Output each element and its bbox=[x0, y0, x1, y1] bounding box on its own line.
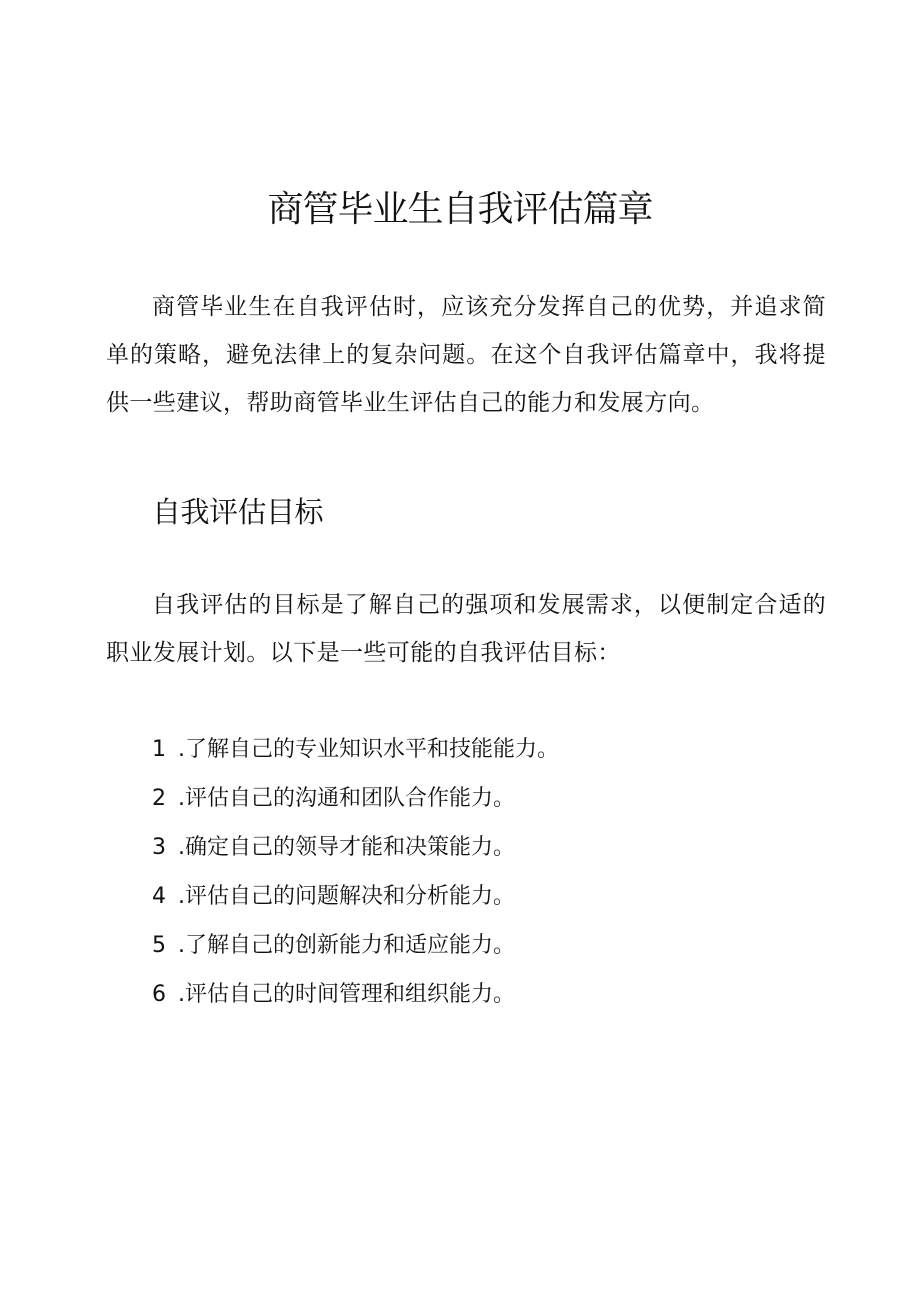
list-item-text: .了解自己的创新能力和适应能力。 bbox=[178, 933, 515, 958]
section-heading: 自我评估目标 bbox=[152, 495, 324, 529]
list-item-number: 5 bbox=[152, 933, 166, 958]
list-item-number: 3 bbox=[152, 835, 166, 860]
list-item bbox=[152, 925, 559, 974]
list-item-number: 1 bbox=[152, 737, 166, 762]
page-title: 商管毕业生自我评估篇章 bbox=[267, 189, 653, 230]
list-item-text: .评估自己的沟通和团队合作能力。 bbox=[178, 786, 515, 811]
list-item-number: 6 bbox=[152, 982, 166, 1007]
section-paragraph: 自我评估的目标是了解自己的强项和发展需求，以便制定合适的职业发展计划。以下是一些可能的自我评估目标： bbox=[106, 592, 826, 666]
intro-paragraph: 商管毕业生在自我评估时，应该充分发挥自己的优势，并追求简单的策略，避免法律上的复杂问题。在这个自我评估篇章中，我将提供一些建议，帮助商管毕业生评估自己的能力和发展方向。 bbox=[106, 294, 826, 416]
list-item-number: 2 bbox=[152, 786, 166, 811]
list-item bbox=[152, 876, 559, 925]
list-item-text: .确定自己的领导才能和决策能力。 bbox=[178, 835, 515, 860]
list-item bbox=[152, 729, 559, 778]
list-item-text: .评估自己的问题解决和分析能力。 bbox=[178, 884, 515, 909]
list-item-text: .了解自己的专业知识水平和技能能力。 bbox=[178, 737, 559, 762]
list-item bbox=[152, 974, 559, 1023]
list-item-number: 4 bbox=[152, 884, 166, 909]
goal-list bbox=[152, 729, 559, 1023]
list-item bbox=[152, 827, 559, 876]
list-item bbox=[152, 778, 559, 827]
list-item-text: .评估自己的时间管理和组织能力。 bbox=[178, 982, 515, 1007]
